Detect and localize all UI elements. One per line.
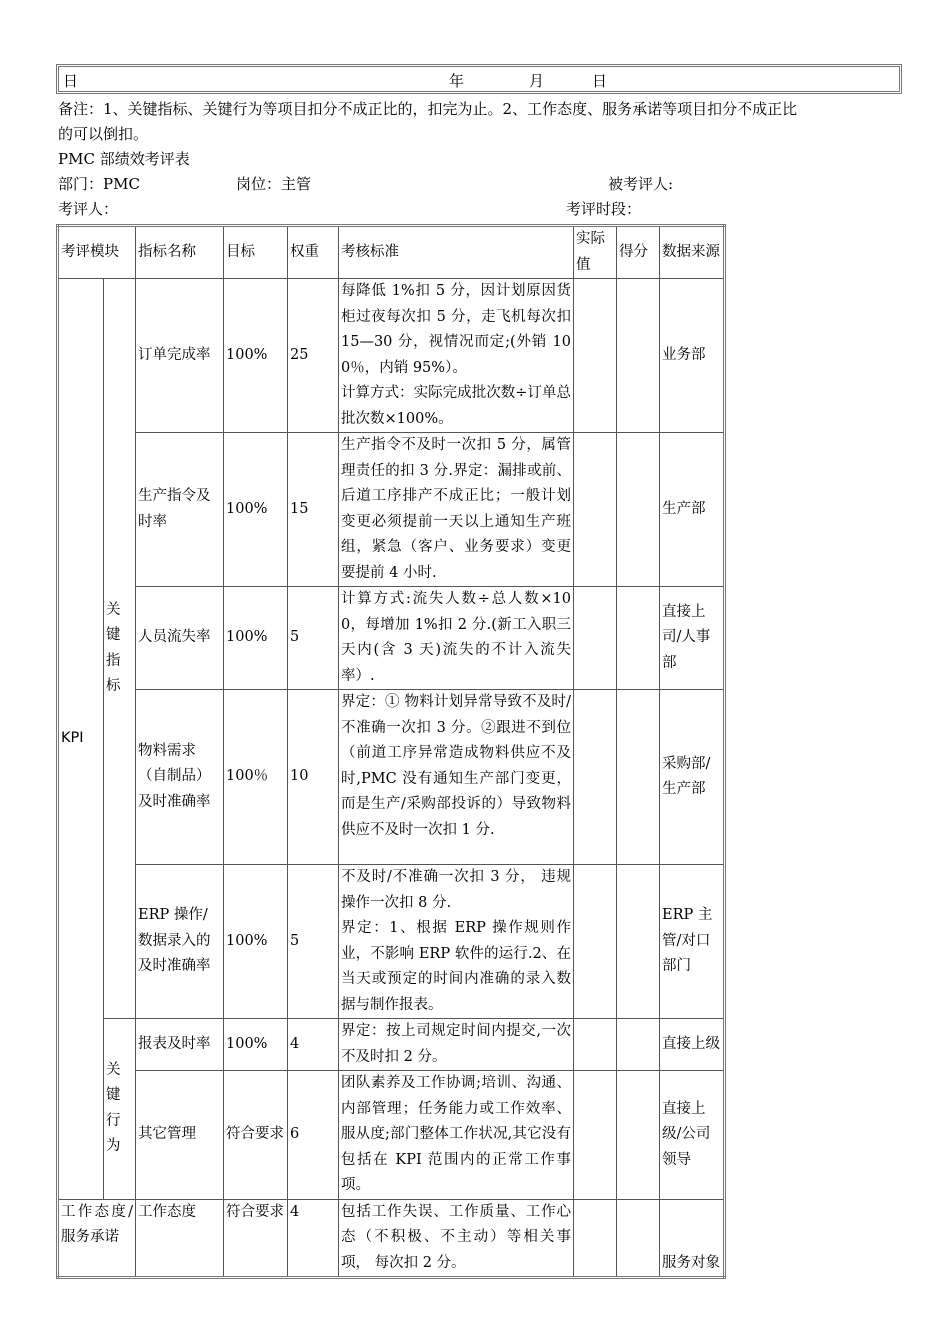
date-month-label: 月 — [529, 72, 545, 90]
actual-value-cell[interactable] — [574, 690, 617, 865]
actual-value-cell[interactable] — [574, 1071, 617, 1200]
appraiser-field: 考评人： — [58, 200, 119, 218]
data-source: 直接上级/公司领导 — [660, 1071, 725, 1200]
date-day-label-1: 日 — [63, 72, 79, 90]
date-line — [56, 64, 902, 94]
weight-value: 4 — [288, 1019, 339, 1071]
data-source: 直接上级 — [660, 1019, 725, 1071]
weight-value: 5 — [288, 587, 339, 690]
actual-value-cell[interactable] — [574, 865, 617, 1019]
target-value: 100% — [224, 587, 288, 690]
header-source: 数据来源 — [660, 226, 725, 279]
score-cell[interactable] — [617, 1199, 660, 1278]
actual-value-cell[interactable] — [574, 587, 617, 690]
indicator-name: 生产指令及时率 — [136, 433, 224, 587]
form-title: PMC 部绩效考评表 — [58, 150, 190, 168]
header-module: 考评模块 — [58, 226, 136, 279]
weight-value: 6 — [288, 1071, 339, 1200]
indicator-name: 工作态度 — [136, 1199, 224, 1278]
indicator-name: 人员流失率 — [136, 587, 224, 690]
header-target: 目标 — [224, 226, 288, 279]
actual-value-cell[interactable] — [574, 279, 617, 433]
actual-value-cell[interactable] — [574, 1199, 617, 1278]
standard-text: 团队素养及工作协调;培训、沟通、内部管理；任务能力或工作效率、服从度;部门整体工作状况,其它没有包括在 KPI 范围内的正常工作事项。 — [339, 1071, 574, 1200]
standard-text: 包括工作失误、工作质量、工作心态（不积极、不主动）等相关事项， 每次扣 2 分。 — [339, 1199, 574, 1278]
note-line-2: 的可以倒扣。 — [58, 125, 149, 143]
note-line-1: 备注：1、关键指标、关键行为等项目扣分不成正比的，扣完为止。2、工作态度、服务承诺等项目扣分不成正比 — [58, 100, 798, 118]
data-source: 生产部 — [660, 433, 725, 587]
weight-value: 15 — [288, 433, 339, 587]
target-value: 100% — [224, 279, 288, 433]
header-score: 得分 — [617, 226, 660, 279]
table-row — [58, 433, 725, 587]
table-row — [58, 1071, 725, 1200]
score-cell[interactable] — [617, 279, 660, 433]
score-cell[interactable] — [617, 1019, 660, 1071]
table-row — [58, 865, 725, 1019]
indicator-name: ERP 操作/数据录入的及时准确率 — [136, 865, 224, 1019]
score-cell[interactable] — [617, 690, 660, 865]
actual-value-cell[interactable] — [574, 433, 617, 587]
department-field: 部门：PMC — [58, 175, 140, 193]
appraisee-field: 被考评人: — [608, 175, 674, 193]
position-field: 岗位：主管 — [236, 175, 312, 193]
data-source: 服务对象 — [660, 1199, 725, 1278]
indicator-name: 订单完成率 — [136, 279, 224, 433]
weight-value: 5 — [288, 865, 339, 1019]
target-value: 100％ — [224, 690, 288, 865]
actual-value-cell[interactable] — [574, 1019, 617, 1071]
table-row — [58, 690, 725, 865]
indicator-name: 其它管理 — [136, 1071, 224, 1200]
sub-key-indicators: 关键指标 — [104, 279, 136, 1019]
standard-text: 界定：按上司规定时间内提交,一次不及时扣 2 分。 — [339, 1019, 574, 1071]
score-cell[interactable] — [617, 1071, 660, 1200]
sub-key-behavior: 关键行为 — [104, 1019, 136, 1200]
data-source: 直接上司/人事部 — [660, 587, 725, 690]
table-row-attitude — [58, 1199, 725, 1278]
indicator-name: 物料需求（自制品）及时准确率 — [136, 690, 224, 865]
score-cell[interactable] — [617, 587, 660, 690]
standard-text: 每降低 1%扣 5 分，因计划原因货柜过夜每次扣 5 分，走飞机每次扣 15—30 分，视情况而定;(外销 100％，内销 95%）。 计算方式：实际完成批次数÷订单总批次数×100%。 — [339, 279, 574, 433]
table-row — [58, 279, 725, 433]
standard-text: 不及时/不准确一次扣 3 分， 违规操作一次扣 8 分. 界定：1、根据 ERP 操作规则作业，不影响 ERP 软件的运行.2、在当天或预定的时间内准确的录入数据与制作报表。 — [339, 865, 574, 1019]
indicator-name: 报表及时率 — [136, 1019, 224, 1071]
standard-text: 界定：① 物料计划异常导致不及时/不准确一次扣 3 分。②跟进不到位（前道工序异常造成物料供应不及时,PMC 没有通知生产部门变更，而是生产/采购部投诉的）导致物料供应不及时一次扣 1 分. — [339, 690, 574, 865]
header-actual: 实际值 — [574, 226, 617, 279]
weight-value: 10 — [288, 690, 339, 865]
module-attitude: 工作态度/服务承诺 — [58, 1199, 136, 1278]
date-day-label-2: 日 — [592, 72, 608, 90]
target-value: 100% — [224, 1019, 288, 1071]
target-value: 符合要求 — [224, 1199, 288, 1278]
date-year-label: 年 — [449, 72, 465, 90]
score-cell[interactable] — [617, 865, 660, 1019]
data-source: ERP 主管/对口部门 — [660, 865, 725, 1019]
table-row — [58, 1019, 725, 1071]
score-cell[interactable] — [617, 433, 660, 587]
data-source: 采购部/生产部 — [660, 690, 725, 865]
header-indicator: 指标名称 — [136, 226, 224, 279]
standard-text: 计算方式:流失人数÷总人数×100，每增加 1%扣 2 分.(新工入职三天内(含 3 天)流失的不计入流失率）. — [339, 587, 574, 690]
module-kpi: KPI — [58, 279, 104, 1200]
weight-value: 25 — [288, 279, 339, 433]
data-source: 业务部 — [660, 279, 725, 433]
appraisal-period-field: 考评时段： — [566, 200, 642, 218]
kpi-table — [56, 224, 726, 1279]
header-weight: 权重 — [288, 226, 339, 279]
header-standard: 考核标准 — [339, 226, 574, 279]
table-header-row — [58, 226, 725, 279]
target-value: 符合要求 — [224, 1071, 288, 1200]
table-row — [58, 587, 725, 690]
standard-text: 生产指令不及时一次扣 5 分，属管理责任的扣 3 分.界定：漏排或前、后道工序排产不成正比；一般计划变更必须提前一天以上通知生产班组，紧急（客户、业务要求）变更要提前 4 小时. — [339, 433, 574, 587]
target-value: 100% — [224, 865, 288, 1019]
weight-value: 4 — [288, 1199, 339, 1278]
target-value: 100% — [224, 433, 288, 587]
